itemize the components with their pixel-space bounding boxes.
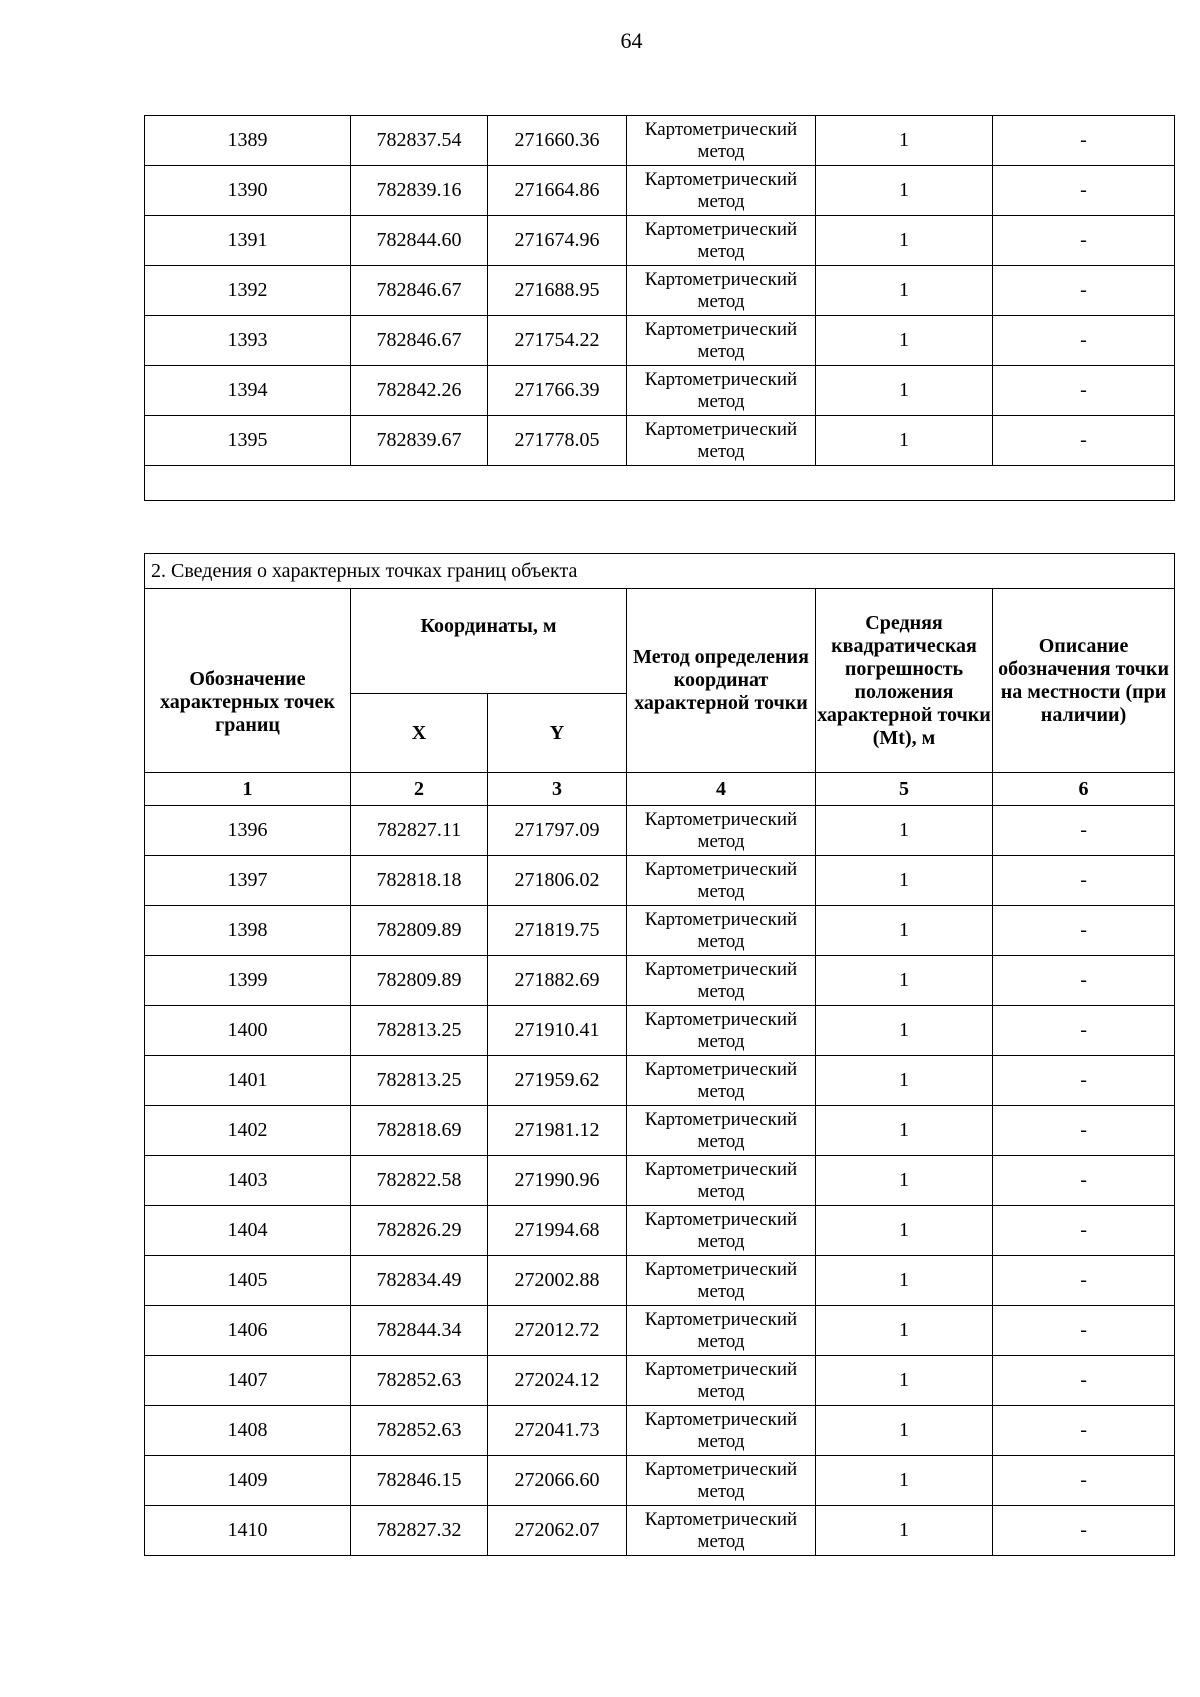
table-row xyxy=(145,116,1175,166)
method-cell: Картометрический метод xyxy=(627,366,816,416)
header-point: Обозначение характерных точек границ xyxy=(145,589,351,773)
y-coordinate-cell: 272041.73 xyxy=(488,1406,627,1456)
table-row xyxy=(145,316,1175,366)
x-coordinate-cell: 782818.69 xyxy=(351,1106,488,1156)
table-row xyxy=(145,216,1175,266)
y-coordinate-cell: 271959.62 xyxy=(488,1056,627,1106)
table-caption: 2. Сведения о характерных точках границ объекта xyxy=(145,554,1175,589)
column-number-1: 1 xyxy=(145,773,351,806)
description-cell: - xyxy=(993,1356,1175,1406)
point-cell: 1396 xyxy=(145,806,351,856)
method-cell: Картометрический метод xyxy=(627,906,816,956)
table-row xyxy=(145,166,1175,216)
table-row xyxy=(145,1456,1175,1506)
point-cell: 1403 xyxy=(145,1156,351,1206)
header-method: Метод определения координат характерной точки xyxy=(627,589,816,773)
description-cell: - xyxy=(993,366,1175,416)
method-cell: Картометрический метод xyxy=(627,1506,816,1556)
y-coordinate-cell: 272062.07 xyxy=(488,1506,627,1556)
mt-cell: 1 xyxy=(816,1306,993,1356)
method-cell: Картометрический метод xyxy=(627,856,816,906)
y-coordinate-cell: 271660.36 xyxy=(488,116,627,166)
description-cell: - xyxy=(993,906,1175,956)
mt-cell: 1 xyxy=(816,1456,993,1506)
x-coordinate-cell: 782837.54 xyxy=(351,116,488,166)
y-coordinate-cell: 272012.72 xyxy=(488,1306,627,1356)
mt-cell: 1 xyxy=(816,906,993,956)
table-row xyxy=(145,1256,1175,1306)
method-cell: Картометрический метод xyxy=(627,316,816,366)
method-cell: Картометрический метод xyxy=(627,1406,816,1456)
y-coordinate-cell: 272024.12 xyxy=(488,1356,627,1406)
mt-cell: 1 xyxy=(816,1256,993,1306)
y-coordinate-cell: 271910.41 xyxy=(488,1006,627,1056)
method-cell: Картометрический метод xyxy=(627,1256,816,1306)
table-row xyxy=(145,1056,1175,1106)
mt-cell: 1 xyxy=(816,1506,993,1556)
point-cell: 1395 xyxy=(145,416,351,466)
point-cell: 1389 xyxy=(145,116,351,166)
x-coordinate-cell: 782839.16 xyxy=(351,166,488,216)
x-coordinate-cell: 782826.29 xyxy=(351,1206,488,1256)
point-cell: 1390 xyxy=(145,166,351,216)
method-cell: Картометрический метод xyxy=(627,956,816,1006)
mt-cell: 1 xyxy=(816,1006,993,1056)
page-number: 64 xyxy=(620,28,643,53)
table-row xyxy=(145,1306,1175,1356)
y-coordinate-cell: 271797.09 xyxy=(488,806,627,856)
point-cell: 1397 xyxy=(145,856,351,906)
y-coordinate-cell: 271806.02 xyxy=(488,856,627,906)
mt-cell: 1 xyxy=(816,1056,993,1106)
method-cell: Картометрический метод xyxy=(627,166,816,216)
mt-cell: 1 xyxy=(816,1206,993,1256)
mt-cell: 1 xyxy=(816,266,993,316)
method-cell: Картометрический метод xyxy=(627,806,816,856)
description-cell: - xyxy=(993,806,1175,856)
mt-cell: 1 xyxy=(816,316,993,366)
table-row xyxy=(145,1006,1175,1056)
table-row xyxy=(145,856,1175,906)
column-number-5: 5 xyxy=(816,773,993,806)
y-coordinate-cell: 271981.12 xyxy=(488,1106,627,1156)
table-row xyxy=(145,1206,1175,1256)
column-number-2: 2 xyxy=(351,773,488,806)
method-cell: Картометрический метод xyxy=(627,1056,816,1106)
table-row xyxy=(145,906,1175,956)
coordinates-table-continued xyxy=(144,115,1175,501)
method-cell: Картометрический метод xyxy=(627,1356,816,1406)
point-cell: 1400 xyxy=(145,1006,351,1056)
y-coordinate-cell: 271990.96 xyxy=(488,1156,627,1206)
point-cell: 1409 xyxy=(145,1456,351,1506)
description-cell: - xyxy=(993,1156,1175,1206)
y-coordinate-cell: 271674.96 xyxy=(488,216,627,266)
point-cell: 1410 xyxy=(145,1506,351,1556)
boundary-points-table xyxy=(144,553,1175,1556)
mt-cell: 1 xyxy=(816,956,993,1006)
description-cell: - xyxy=(993,316,1175,366)
x-coordinate-cell: 782809.89 xyxy=(351,906,488,956)
point-cell: 1393 xyxy=(145,316,351,366)
mt-cell: 1 xyxy=(816,1106,993,1156)
header-x: X xyxy=(351,694,488,773)
point-cell: 1407 xyxy=(145,1356,351,1406)
mt-cell: 1 xyxy=(816,116,993,166)
header-mt: Средняя квадратическая погрешность положения характерной точки (Mt), м xyxy=(816,589,993,773)
method-cell: Картометрический метод xyxy=(627,416,816,466)
point-cell: 1405 xyxy=(145,1256,351,1306)
method-cell: Картометрический метод xyxy=(627,266,816,316)
x-coordinate-cell: 782818.18 xyxy=(351,856,488,906)
y-coordinate-cell: 272002.88 xyxy=(488,1256,627,1306)
mt-cell: 1 xyxy=(816,1156,993,1206)
empty-cell xyxy=(145,466,1175,501)
y-coordinate-cell: 271994.68 xyxy=(488,1206,627,1256)
description-cell: - xyxy=(993,1006,1175,1056)
description-cell: - xyxy=(993,166,1175,216)
point-cell: 1391 xyxy=(145,216,351,266)
point-cell: 1402 xyxy=(145,1106,351,1156)
method-cell: Картометрический метод xyxy=(627,1006,816,1056)
table-row xyxy=(145,266,1175,316)
table-row xyxy=(145,1406,1175,1456)
point-cell: 1399 xyxy=(145,956,351,1006)
description-cell: - xyxy=(993,116,1175,166)
method-cell: Картометрический метод xyxy=(627,116,816,166)
x-coordinate-cell: 782809.89 xyxy=(351,956,488,1006)
point-cell: 1392 xyxy=(145,266,351,316)
x-coordinate-cell: 782813.25 xyxy=(351,1006,488,1056)
description-cell: - xyxy=(993,1106,1175,1156)
y-coordinate-cell: 271778.05 xyxy=(488,416,627,466)
point-cell: 1404 xyxy=(145,1206,351,1256)
mt-cell: 1 xyxy=(816,1406,993,1456)
description-cell: - xyxy=(993,1056,1175,1106)
table-row xyxy=(145,366,1175,416)
x-coordinate-cell: 782834.49 xyxy=(351,1256,488,1306)
x-coordinate-cell: 782846.67 xyxy=(351,316,488,366)
y-coordinate-cell: 271688.95 xyxy=(488,266,627,316)
description-cell: - xyxy=(993,956,1175,1006)
mt-cell: 1 xyxy=(816,366,993,416)
x-coordinate-cell: 782822.58 xyxy=(351,1156,488,1206)
point-cell: 1408 xyxy=(145,1406,351,1456)
description-cell: - xyxy=(993,266,1175,316)
table-row xyxy=(145,1156,1175,1206)
header-coordinates: Координаты, м xyxy=(351,589,627,694)
y-coordinate-cell: 271882.69 xyxy=(488,956,627,1006)
x-coordinate-cell: 782842.26 xyxy=(351,366,488,416)
y-coordinate-cell: 271819.75 xyxy=(488,906,627,956)
table-row xyxy=(145,1506,1175,1556)
mt-cell: 1 xyxy=(816,166,993,216)
mt-cell: 1 xyxy=(816,216,993,266)
table-row xyxy=(145,416,1175,466)
y-coordinate-cell: 272066.60 xyxy=(488,1456,627,1506)
x-coordinate-cell: 782852.63 xyxy=(351,1406,488,1456)
mt-cell: 1 xyxy=(816,856,993,906)
header-description: Описание обозначения точки на местности (при наличии) xyxy=(993,589,1175,773)
description-cell: - xyxy=(993,216,1175,266)
table-row xyxy=(145,956,1175,1006)
description-cell: - xyxy=(993,1406,1175,1456)
point-cell: 1401 xyxy=(145,1056,351,1106)
method-cell: Картометрический метод xyxy=(627,1206,816,1256)
x-coordinate-cell: 782846.15 xyxy=(351,1456,488,1506)
column-number-3: 3 xyxy=(488,773,627,806)
x-coordinate-cell: 782844.60 xyxy=(351,216,488,266)
description-cell: - xyxy=(993,1456,1175,1506)
point-cell: 1394 xyxy=(145,366,351,416)
mt-cell: 1 xyxy=(816,1356,993,1406)
point-cell: 1406 xyxy=(145,1306,351,1356)
method-cell: Картометрический метод xyxy=(627,1306,816,1356)
y-coordinate-cell: 271766.39 xyxy=(488,366,627,416)
description-cell: - xyxy=(993,1506,1175,1556)
column-number-4: 4 xyxy=(627,773,816,806)
x-coordinate-cell: 782839.67 xyxy=(351,416,488,466)
empty-row xyxy=(145,466,1175,501)
x-coordinate-cell: 782827.11 xyxy=(351,806,488,856)
y-coordinate-cell: 271664.86 xyxy=(488,166,627,216)
y-coordinate-cell: 271754.22 xyxy=(488,316,627,366)
x-coordinate-cell: 782852.63 xyxy=(351,1356,488,1406)
description-cell: - xyxy=(993,1206,1175,1256)
method-cell: Картометрический метод xyxy=(627,1456,816,1506)
method-cell: Картометрический метод xyxy=(627,1106,816,1156)
mt-cell: 1 xyxy=(816,416,993,466)
description-cell: - xyxy=(993,1256,1175,1306)
table-row xyxy=(145,806,1175,856)
point-cell: 1398 xyxy=(145,906,351,956)
description-cell: - xyxy=(993,416,1175,466)
method-cell: Картометрический метод xyxy=(627,216,816,266)
table-row xyxy=(145,1356,1175,1406)
x-coordinate-cell: 782827.32 xyxy=(351,1506,488,1556)
method-cell: Картометрический метод xyxy=(627,1156,816,1206)
column-number-6: 6 xyxy=(993,773,1175,806)
x-coordinate-cell: 782813.25 xyxy=(351,1056,488,1106)
description-cell: - xyxy=(993,1306,1175,1356)
header-y: Y xyxy=(488,694,627,773)
x-coordinate-cell: 782844.34 xyxy=(351,1306,488,1356)
mt-cell: 1 xyxy=(816,806,993,856)
table-row xyxy=(145,1106,1175,1156)
description-cell: - xyxy=(993,856,1175,906)
x-coordinate-cell: 782846.67 xyxy=(351,266,488,316)
